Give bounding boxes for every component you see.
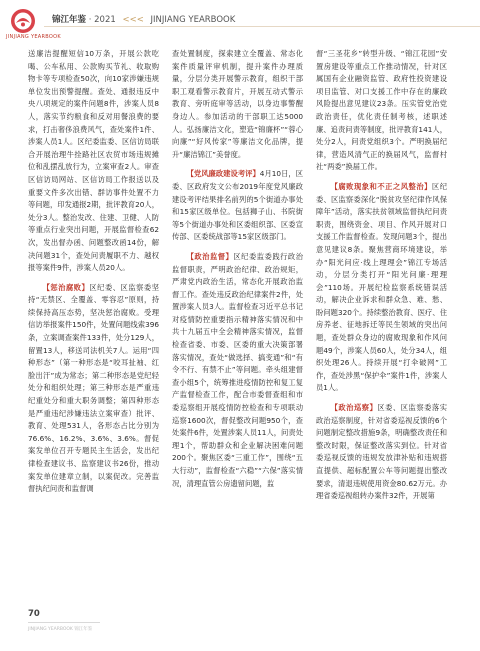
- paragraph: 督“三圣花乡”转型升级、“锦江花园”安置房建设等重点工作推动情况，针对区属国有企业融资监管、政府性投资建设项目监管、对口支援工作中存在的廉政风险提出意见建议23条。压实管党治党政治责任，优化责任制考核，述职述廉、追责问责等制度，批评教育141人，处分2人，问责党组织3个。严明换届纪律，营造风清气正的换届风气，监督村社“两委”换届工作。: [316, 49, 447, 172]
- separator-dot: ·: [88, 15, 92, 25]
- section-paragraph: [28, 282, 159, 496]
- section-heading: 【政治巡察】: [330, 403, 378, 413]
- book-year: 2021: [94, 15, 116, 25]
- section-paragraph: [172, 251, 303, 490]
- logo-caption: JINJIANG YEARBOOK: [6, 34, 61, 40]
- section-body: 区委、区监察委落实政治巡察制度，针对省委巡视反馈的6个问题制定整改措施9条，明确整改责任和整改时限，保证整改落实到位。针对省委巡视反馈的违规发放津补贴和违规搭直提供、超标配置公车等问题提出整改要求，清退违规使用资金80.62万元。办理省委巡视组转办案件32件，开展第: [316, 403, 448, 501]
- section-heading: 【腐败现象和不正之风整治】: [330, 181, 432, 191]
- running-header: [52, 13, 235, 25]
- section-paragraph: [316, 402, 447, 503]
- section-heading: 【政治监督】: [186, 251, 234, 261]
- header-rule: [44, 26, 480, 27]
- book-title-cn: 锦江年鉴: [52, 15, 87, 25]
- section-paragraph: [316, 181, 447, 395]
- text-column-1: [28, 48, 159, 603]
- header-separator: <<<: [122, 15, 144, 25]
- paragraph: 查处置制度，探索建立全覆盖、常态化案件质量评审机制，提升案件办理质量，分层分类开展警示教育，组织干部职工观看警示教育片，开展互动式警示教育、旁听庭审等活动，以身边事警醒身边人。参加活动的干部职工达5000人。弘扬廉洁文化，塑造“锦廉杯”“蓉心向廉”“好风传家”等廉洁文化品牌，提升“廉洁锦江”美誉度。: [172, 49, 303, 159]
- section-heading: 【惩治腐败】: [42, 282, 90, 292]
- section-body: 区纪委、区监察委坚持“无禁区、全覆盖、零容忍”原则，持续保持高压态势，坚决惩治腐败。受理信访举报案件150件，处置问题线索396条，立案调查案件133件，处分129人，留置13人，移送司法机关7人。运用“四种形态”（第一种形态是“咬耳扯袖、红脸出汗”成为常态；第二种形态是党纪轻处分和组织处理；第三种形态是严重违纪重处分和重大职务调整；第四种形态是严重违纪涉嫌违法立案审查）批评、教育、处理531人，各形态占比分别为76.6%、16.2%、3.6%、3.6%。督促案发单位召开专题民主生活会，发出纪律检查建议书、监察建议书26份，推动案发单位建章立制，以案促改。完善监督执纪问责和监督调: [28, 282, 160, 494]
- page-number: 70: [28, 609, 40, 619]
- section-body: 区纪委监委践行政治监督职责，严明政治纪律、政治规矩，严肃党内政治生活，常态化开展政治监督工作。查处违反政治纪律案件2件，处置涉案人员3人。监督检查习近平总书记对疫情防控重要指示精神落实情况和中共十九届五中全会精神落实情况，监督检查省委、市委、区委的重大决策部署落实情况，查处“做选择、搞变通”和“有令不行、有禁不止”等问题。牵头组建督查小组5个，统筹推进疫情防控和复工复产监督检查工作，配合市委督查组和市委巡察组开展疫情防控检查和专项联动巡察1600次，督促整改问题950个，查处案件6件，处置涉案人员11人，问责处理1个，帮助群众和企业解决困难问题200个。聚焦区委“三重工作”，围绕“五大行动”，监督检查“六稳”“六保”落实情况，清理直管公房遗留问题，监: [172, 251, 304, 488]
- footer-rule: [28, 622, 100, 623]
- section-body: 区纪委、区监察委深化“脱贫攻坚纪律作风保障年”活动，落实扶贫领域监督执纪问责职责，围绕资金、项目、作风开展对口支援工作监督检查。发现问题3个，提出意见建议8条。聚焦营商环境建设，举办“阳光问应·线上理理会”锦江专场活动，分层分类打开“阳光问廉·理理会”110场。开展纪检监察系统错误活动，解决企业诉求和群众急、难、愁、盼问题320个。持续整治教育、医疗、住房养老、征地拆迁等民生领域的突出问题，查处群众身边的腐败现象和作风问题49个，涉案人员60人，处分34人，组织处理26人。持续开展“打伞破网”工作，查处涉黑“保护伞”案件1件，涉案人员1人。: [316, 181, 448, 393]
- book-title-en: JINJIANG YEARBOOK: [150, 15, 236, 25]
- text-column-3: [316, 48, 447, 633]
- page-header: [0, 0, 480, 42]
- paragraph: 送廉洁提醒短信10万条，开展公款吃喝、公车私用、公款购买节礼、收取购物卡等专项检查50次，向10家涉嫌违规单位发出预警提醒。查处、通报违反中央八项规定的案件问题8件，涉案人员8人，落实节约粮食和反对用餐浪费的要求，打击奢侈浪费风气，查处案件1件、涉案人员1人。区纪委监委、区信访局联合开展治理牛拴路社区农贸市场违规摊位和乱摆乱放行为，立案审查2人。审查区信访局网站、区信访局工作报送以及重要文件多次出错、群访事件处置不力等问题，印发通报2期，批评教育20人，处分3人。整治发改、住建、卫健、人防等重点行业突出问题，开展监督检查62次，发出督办函、问题整改函14份，解决问题31个，查处问责履职不力、越权报等案件9件，涉案人员20人。: [28, 49, 159, 273]
- circular-emblem-icon: [10, 8, 36, 34]
- footer-caption: JINJIANG YEARBOOK 锦江年鉴: [28, 627, 93, 632]
- section-heading: 【党风廉政建设考评】: [186, 169, 260, 179]
- section-body: 4月10日，区委、区政府发文公布2019年度党风廉政建设考评结果排名前列的5个街道办事处和15家区级单位。包括狮子山、书院街等5个街道办事处和区委组织部、区委宣传部、区委统战部等15家区级部门。: [172, 169, 304, 242]
- section-paragraph: [172, 168, 303, 244]
- text-column-2: [172, 48, 303, 633]
